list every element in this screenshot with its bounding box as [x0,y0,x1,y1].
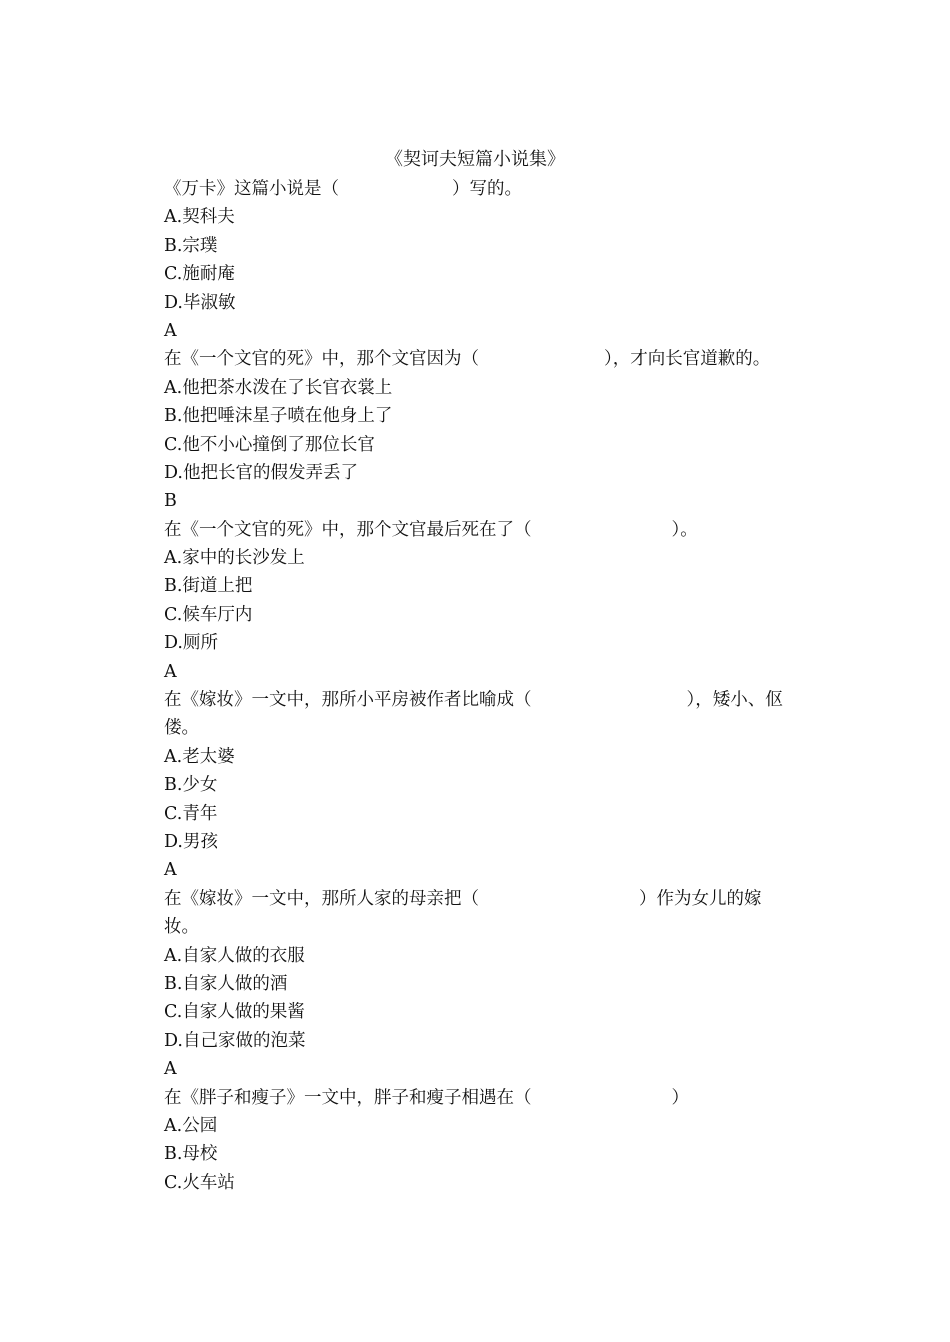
question-4-answer: A [164,860,177,881]
question-3-answer: A [164,661,177,682]
question-3-option-d: D.厕所 [164,633,218,654]
question-5-option-c: C.自家人做的果酱 [164,1002,305,1023]
question-2-option-a: A.他把茶水泼在了长官衣裳上 [164,377,393,398]
question-1-text-before: 《万卡》这篇小说是（ [164,179,339,199]
question-5-text-before: 在《嫁妆》一文中，那所人家的母亲把（ [164,888,479,909]
question-5-answer: A [164,1059,177,1080]
document-title: 《契诃夫短篇小说集》 [385,149,565,170]
question-1-option-b: B.宗璞 [164,235,218,256]
question-5-text-after: ）作为女儿的嫁 [639,888,762,909]
question-6-option-b: B.母校 [164,1144,218,1165]
question-4 [164,686,794,714]
question-6-text-before: 在《胖子和瘦子》一文中，胖子和瘦子相遇在（ [164,1087,532,1108]
question-6 [164,1084,794,1112]
question-5-continuation: 妆。 [164,917,199,938]
question-6-option-a: A.公园 [164,1115,218,1136]
question-2-text-after: ），才向长官道歉的。 [604,349,771,370]
question-5-option-b: B.自家人做的酒 [164,973,288,994]
question-4-continuation: 偻。 [164,718,199,739]
question-3-option-a: A.家中的长沙发上 [164,548,305,569]
question-2-option-d: D.他把长官的假发弄丢了 [164,462,358,483]
question-3-text-before: 在《一个文官的死》中，那个文官最后死在了（ [164,519,532,540]
question-4-option-a: A.老太婆 [164,746,235,767]
question-4-text-after: ），矮小、伛 [686,690,783,711]
question-3-text-after: ）。 [671,519,698,540]
question-6-text-after: ） [671,1087,689,1108]
question-1-option-c: C.施耐庵 [164,264,235,285]
question-3-option-c: C.候车厅内 [164,604,253,625]
question-4-option-b: B.少女 [164,775,218,796]
question-4-text-before: 在《嫁妆》一文中，那所小平房被作者比喻成（ [164,690,532,711]
question-6-option-c: C.火车站 [164,1172,235,1193]
question-2-answer: B [164,491,177,512]
question-2-text-before: 在《一个文官的死》中，那个文官因为（ [164,349,479,370]
question-1 [164,175,794,203]
question-2-option-c: C.他不小心撞倒了那位长官 [164,434,375,455]
question-5 [164,885,794,913]
question-1-option-d: D.毕淑敏 [164,292,236,313]
question-4-option-d: D.男孩 [164,831,218,852]
question-3-option-b: B.街道上把 [164,576,253,597]
question-4-option-c: C.青年 [164,803,218,824]
question-2 [164,345,794,373]
question-1-option-a: A.契科夫 [164,207,235,228]
question-1-text-after: ）写的。 [452,179,522,199]
question-3 [164,516,794,544]
question-2-option-b: B.他把唾沫星子喷在他身上了 [164,406,393,427]
question-5-option-d: D.自己家做的泡菜 [164,1030,306,1051]
question-5-option-a: A.自家人做的衣服 [164,945,305,966]
question-1-answer: A [164,320,177,341]
document-body [164,175,794,1197]
